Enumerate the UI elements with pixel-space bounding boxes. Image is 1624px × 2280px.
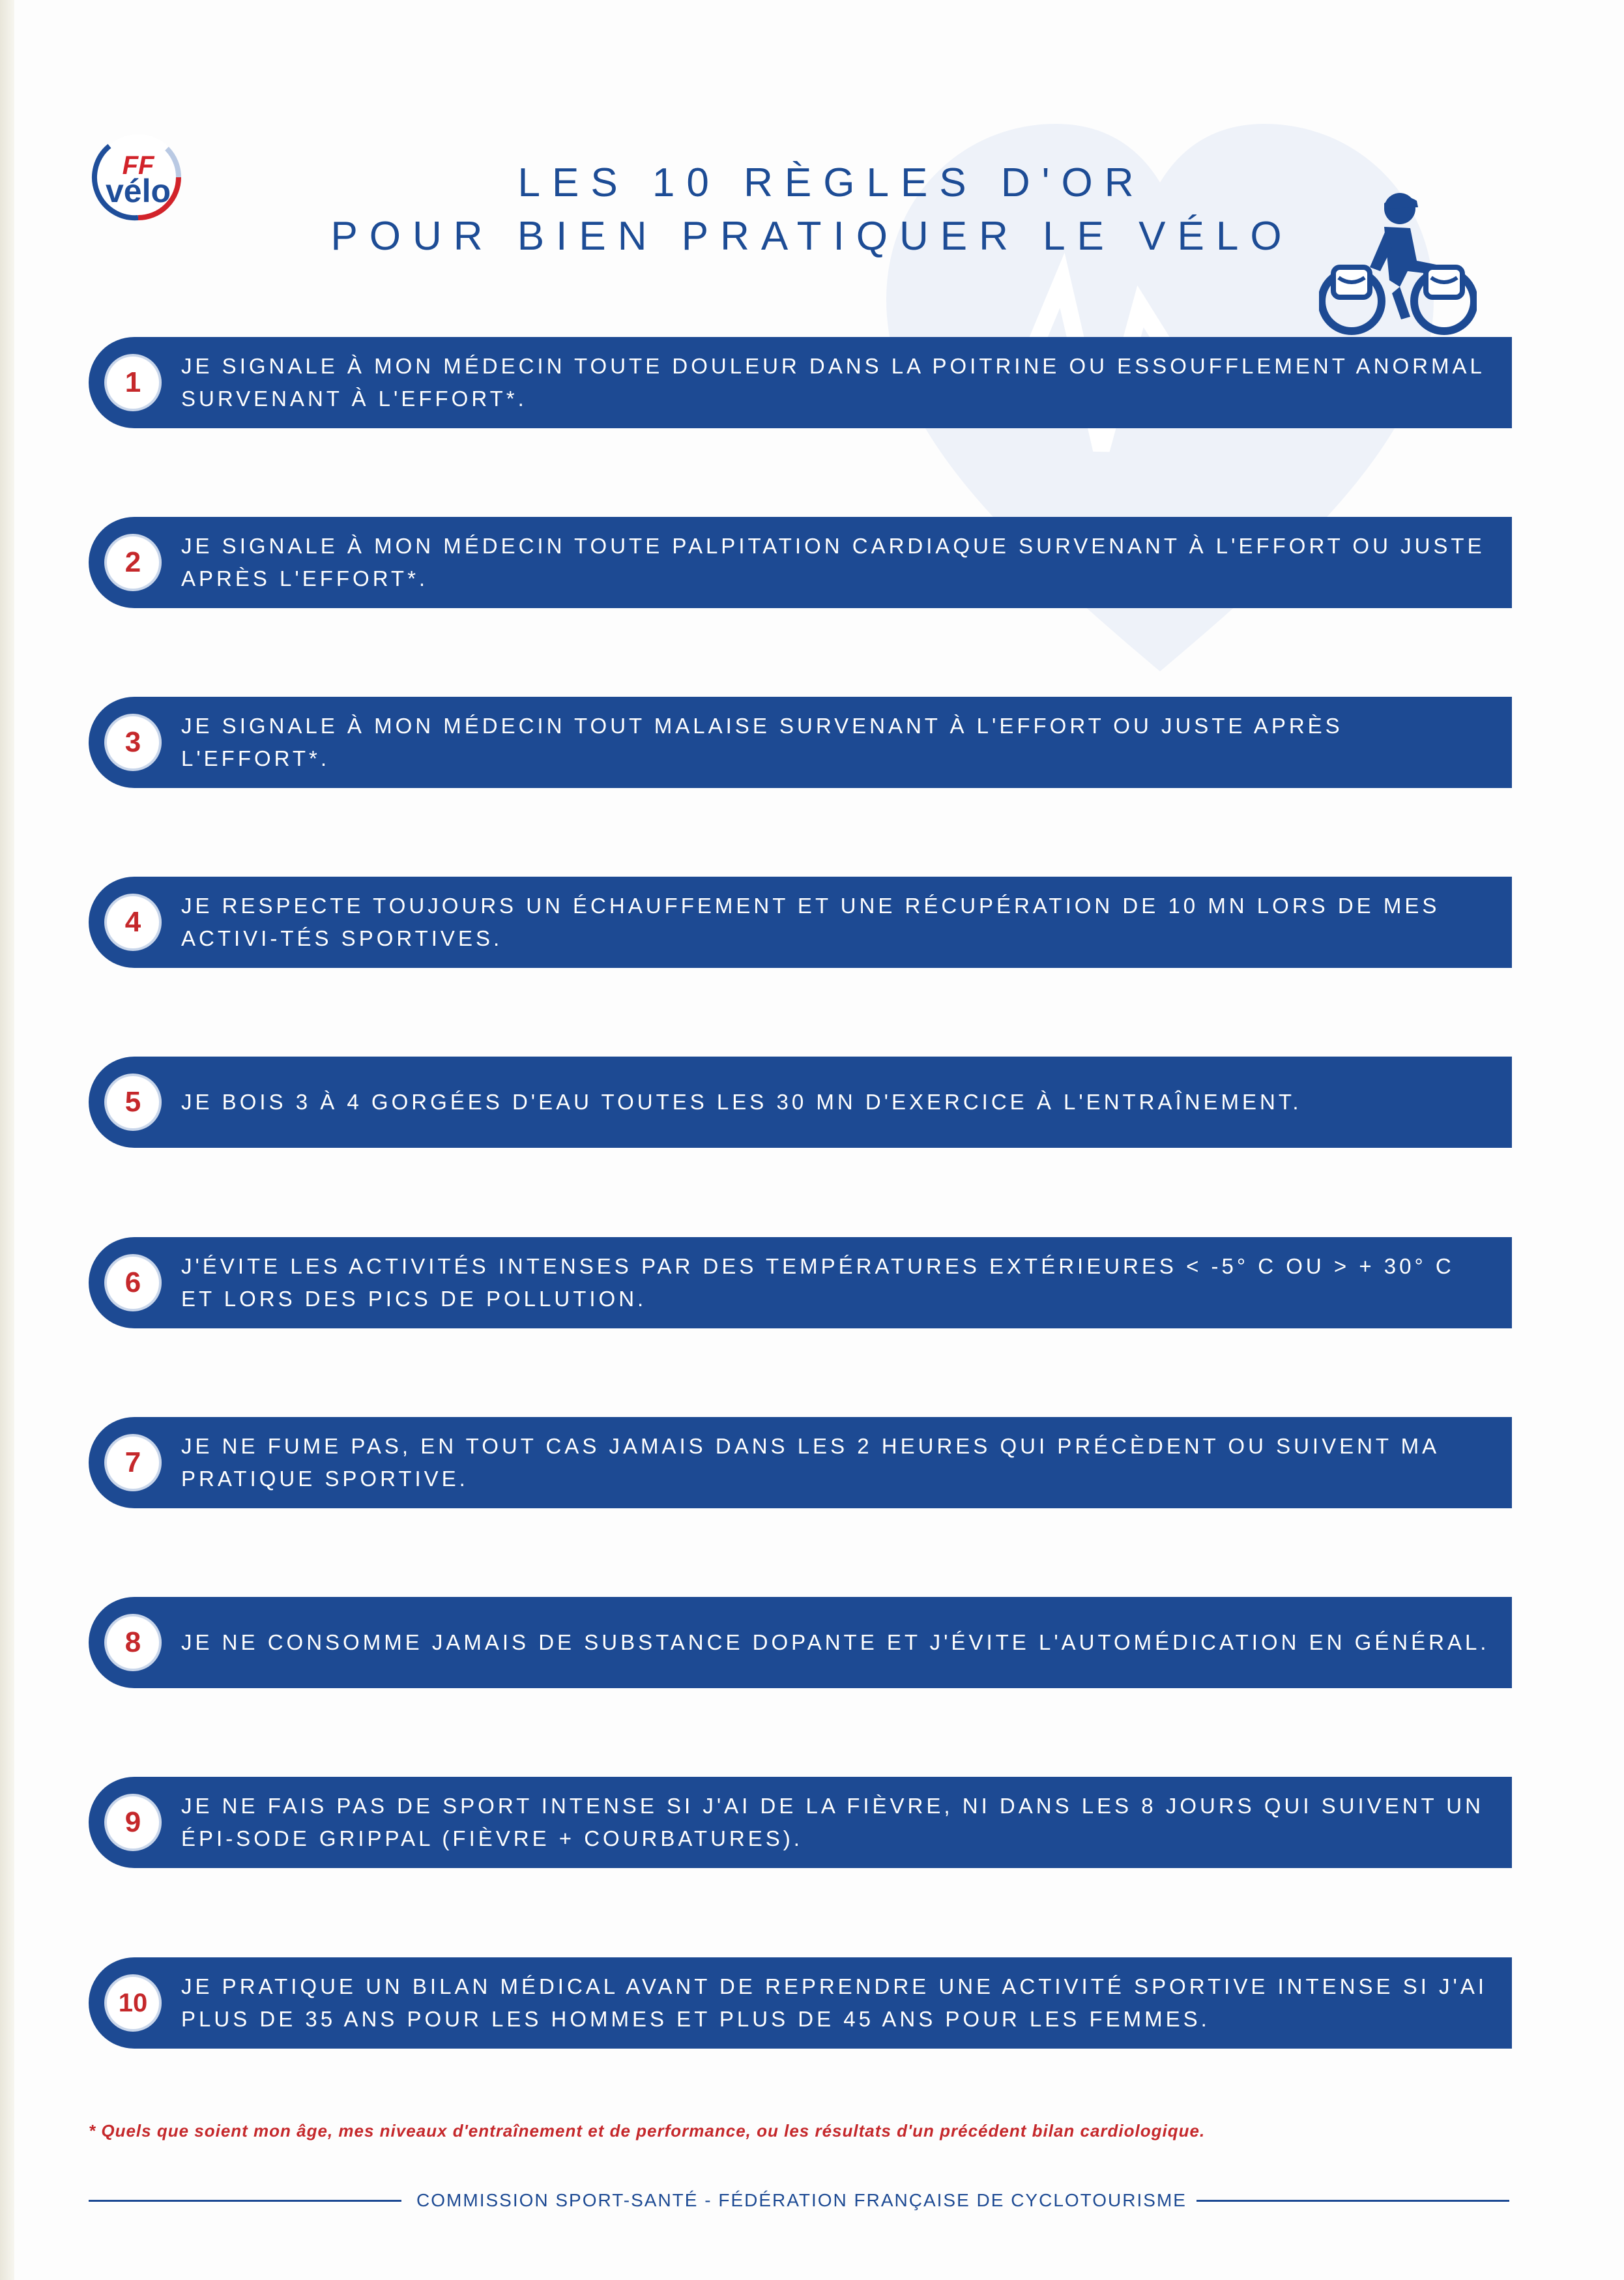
rule-number-badge: 6 — [104, 1254, 162, 1311]
rule-number-badge: 9 — [104, 1794, 162, 1851]
rule-5 — [89, 1057, 1512, 1148]
rule-text: JE NE CONSOMME JAMAIS DE SUBSTANCE DOPANTE ET J'ÉVITE L'AUTOMÉDICATION EN GÉNÉRAL. — [181, 1630, 1490, 1654]
rule-text: JE SIGNALE À MON MÉDECIN TOUT MALAISE SURVENANT À L'EFFORT OU JUSTE APRÈS L'EFFORT*. — [181, 714, 1343, 770]
logo-velo-text: vélo — [105, 173, 171, 209]
rule-text: JE SIGNALE À MON MÉDECIN TOUTE PALPITATION CARDIAQUE SURVENANT À L'EFFORT OU JUSTE APRÈS L'EFFORT*. — [181, 534, 1485, 591]
logo-ff-text: FF — [122, 151, 154, 180]
rule-4 — [89, 877, 1512, 968]
rule-3 — [89, 697, 1512, 788]
rule-text: JE BOIS 3 À 4 GORGÉES D'EAU TOUTES LES 30 MN D'EXERCICE À L'ENTRAÎNEMENT. — [181, 1090, 1302, 1114]
rule-number-badge: 10 — [104, 1974, 162, 2032]
rule-8 — [89, 1597, 1512, 1688]
rule-number-badge: 1 — [104, 354, 162, 411]
rule-text: JE NE FUME PAS, EN TOUT CAS JAMAIS DANS LES 2 HEURES QUI PRÉCÈDENT OU SUIVENT MA PRATIQUE SPORTIVE. — [181, 1434, 1439, 1491]
rule-number-badge: 5 — [104, 1074, 162, 1131]
rule-number-badge: 3 — [104, 714, 162, 771]
title-line-2: POUR BIEN PRATIQUER LE VÉLO — [330, 214, 1294, 259]
rule-text: JE SIGNALE À MON MÉDECIN TOUTE DOULEUR DANS LA POITRINE OU ESSOUFFLEMENT ANORMAL SURVENANT À L'EFFORT*. — [181, 354, 1485, 411]
cyclist-icon — [1319, 189, 1477, 339]
paper-edge — [0, 0, 14, 2280]
rule-1 — [89, 337, 1512, 428]
rule-number-badge: 7 — [104, 1434, 162, 1491]
rule-9 — [89, 1777, 1512, 1868]
rule-text: JE RESPECTE TOUJOURS UN ÉCHAUFFEMENT ET UNE RÉCUPÉRATION DE 10 MN LORS DE MES ACTIVI-TÉS SPORTIVES. — [181, 894, 1440, 950]
footer-text: COMMISSION SPORT-SANTÉ - FÉDÉRATION FRANÇAISE DE CYCLOTOURISME — [416, 2190, 1187, 2210]
footer-divider-right — [1196, 2200, 1509, 2202]
title-line-1: LES 10 RÈGLES D'OR — [517, 160, 1146, 205]
rule-10 — [89, 1957, 1512, 2049]
rule-text: JE NE FAIS PAS DE SPORT INTENSE SI J'AI DE LA FIÈVRE, NI DANS LES 8 JOURS QUI SUIVENT UN ÉPI-SODE GRIPPAL (FIÈVRE + COURBATURES). — [181, 1794, 1484, 1850]
rule-7 — [89, 1417, 1512, 1508]
footnote: * Quels que soient mon âge, mes niveaux d'entraînement et de performance, ou les résultats d'un précédent bilan cardiologique. — [89, 2121, 1206, 2141]
footer-divider-left — [89, 2200, 401, 2202]
rule-number-badge: 2 — [104, 534, 162, 591]
rule-6 — [89, 1237, 1512, 1328]
rule-number-badge: 8 — [104, 1614, 162, 1671]
rule-2 — [89, 517, 1512, 608]
rule-text: J'ÉVITE LES ACTIVITÉS INTENSES PAR DES TEMPÉRATURES EXTÉRIEURES < -5° C OU > + 30° C ET LORS DES PICS DE POLLUTION. — [181, 1254, 1455, 1311]
rule-text: JE PRATIQUE UN BILAN MÉDICAL AVANT DE REPRENDRE UNE ACTIVITÉ SPORTIVE INTENSE SI J'AI PLUS DE 35 ANS POUR LES HOMMES ET PLUS DE 45 ANS POUR LES FEMMES. — [181, 1974, 1488, 2031]
rule-number-badge: 4 — [104, 894, 162, 951]
